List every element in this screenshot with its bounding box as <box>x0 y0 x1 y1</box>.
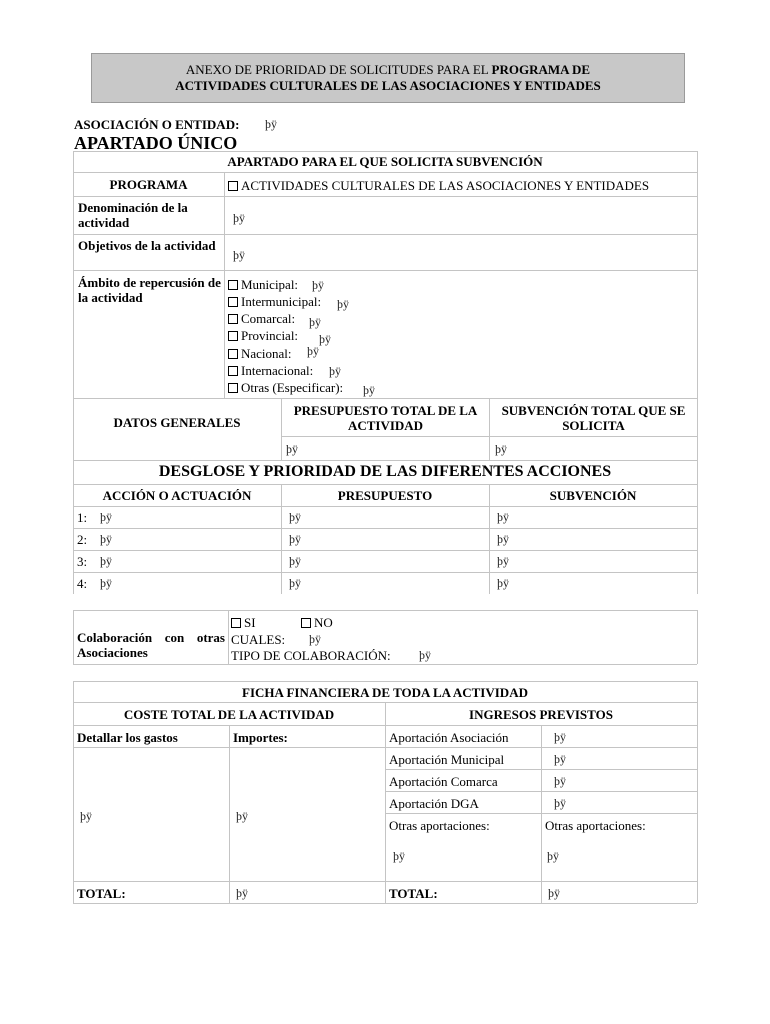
tipo-colaboracion-field[interactable]: þÿ <box>419 648 431 662</box>
desglose-row-num: 4: <box>77 576 88 591</box>
programa-checkbox[interactable] <box>228 181 238 191</box>
document-header <box>91 53 685 103</box>
ambito-option-otras[interactable]: Otras (Especificar): <box>228 380 343 395</box>
importes-label: Importes: <box>233 730 288 745</box>
aportacion-label: Aportación Municipal <box>389 752 505 767</box>
ambito-option-comarcal[interactable]: Comarcal: <box>228 311 295 326</box>
accion-field[interactable]: þÿ <box>100 554 112 568</box>
presupuesto-total-field[interactable]: þÿ <box>286 442 298 456</box>
accion-field[interactable]: þÿ <box>100 510 112 524</box>
importes-field[interactable]: þÿ <box>236 809 248 823</box>
tipo-colaboracion-label: TIPO DE COLABORACIÓN: <box>231 648 391 663</box>
aportacion-label: Aportación Comarca <box>389 774 498 789</box>
otras-aportaciones-label: Otras aportaciones: <box>389 818 490 833</box>
presupuesto-field[interactable]: þÿ <box>289 554 301 568</box>
presupuesto-field[interactable]: þÿ <box>289 532 301 546</box>
nacional-checkbox[interactable] <box>228 349 238 359</box>
aportacion-label: Aportación DGA <box>389 796 479 811</box>
gastos-field[interactable]: þÿ <box>80 809 92 823</box>
ambito-option-nacional[interactable]: Nacional: <box>228 346 292 361</box>
ambito-option-provincial[interactable]: Provincial: <box>228 328 298 343</box>
entity-label: ASOCIACIÓN O ENTIDAD: <box>74 117 240 132</box>
ingresos-previstos-header: INGRESOS PREVISTOS <box>469 707 613 722</box>
desglose-title: DESGLOSE Y PRIORIDAD DE LAS DIFERENTES ACCIONES <box>158 463 612 480</box>
accion-field[interactable]: þÿ <box>100 576 112 590</box>
coste-total-label: TOTAL: <box>77 886 126 901</box>
subvencion-field[interactable]: þÿ <box>497 532 509 546</box>
header-line-2: ACTIVIDADES CULTURALES DE LAS ASOCIACIONES Y ENTIDADES <box>175 78 601 93</box>
municipal-checkbox[interactable] <box>228 280 238 290</box>
colaboracion-label: Colaboración con otras Asociaciones <box>77 630 225 660</box>
desglose-header-accion: ACCIÓN O ACTUACIÓN <box>102 488 252 503</box>
ambito-option-intermunicipal[interactable]: Intermunicipal: <box>228 294 321 309</box>
intermunicipal-checkbox[interactable] <box>228 297 238 307</box>
municipal-field[interactable]: þÿ <box>312 278 324 292</box>
ficha-title: FICHA FINANCIERA DE TODA LA ACTIVIDAD <box>242 685 528 700</box>
aportacion-field[interactable]: þÿ <box>554 730 566 744</box>
ingresos-total-field[interactable]: þÿ <box>548 886 560 900</box>
section-title: APARTADO PARA EL QUE SOLICITA SUBVENCIÓN <box>227 154 543 169</box>
aportacion-field[interactable]: þÿ <box>554 752 566 766</box>
colaboracion-no[interactable]: NO <box>301 615 333 630</box>
ingresos-total-label: TOTAL: <box>389 886 438 901</box>
otras-aportaciones-field[interactable]: þÿ <box>547 849 559 863</box>
ambito-option-municipal[interactable]: Municipal: <box>228 277 298 292</box>
nacional-field[interactable]: þÿ <box>307 344 319 358</box>
coste-total-field[interactable]: þÿ <box>236 886 248 900</box>
coste-total-header: COSTE TOTAL DE LA ACTIVIDAD <box>123 707 335 722</box>
objetivos-field[interactable]: þÿ <box>233 248 245 262</box>
accion-field[interactable]: þÿ <box>100 532 112 546</box>
datos-generales-label: DATOS GENERALES <box>113 415 241 430</box>
programa-option[interactable]: ACTIVIDADES CULTURALES DE LAS ASOCIACIONES Y ENTIDADES <box>228 178 649 193</box>
si-checkbox[interactable] <box>231 618 241 628</box>
ambito-option-internacional[interactable]: Internacional: <box>228 363 313 378</box>
header-line-1: ANEXO DE PRIORIDAD DE SOLICITUDES PARA EL PROGRAMA DE <box>185 62 591 77</box>
provincial-checkbox[interactable] <box>228 331 238 341</box>
internacional-field[interactable]: þÿ <box>329 364 341 378</box>
ambito-label: Ámbito de repercusión de la actividad <box>78 275 221 305</box>
desglose-header-presupuesto: PRESUPUESTO <box>337 488 433 503</box>
desglose-row-num: 3: <box>77 554 88 569</box>
denominacion-label: Denominación de la actividad <box>78 200 188 230</box>
subvencion-field[interactable]: þÿ <box>497 576 509 590</box>
apartado-title: APARTADO ÚNICO <box>74 133 238 153</box>
desglose-header-subvencion: SUBVENCIÓN <box>549 488 637 503</box>
desglose-row-num: 2: <box>77 532 88 547</box>
desglose-row-num: 1: <box>77 510 88 525</box>
programa-label: PROGRAMA <box>109 177 188 192</box>
cuales-label: CUALES: <box>231 632 286 647</box>
subvencion-field[interactable]: þÿ <box>497 554 509 568</box>
subvencion-total-field[interactable]: þÿ <box>495 442 507 456</box>
subvencion-total-header: SUBVENCIÓN TOTAL QUE SE SOLICITA <box>501 403 686 433</box>
intermunicipal-field[interactable]: þÿ <box>337 297 349 311</box>
subvencion-field[interactable]: þÿ <box>497 510 509 524</box>
presupuesto-field[interactable]: þÿ <box>289 510 301 524</box>
no-checkbox[interactable] <box>301 618 311 628</box>
otras-field[interactable]: þÿ <box>363 383 375 397</box>
comarcal-field[interactable]: þÿ <box>309 315 321 329</box>
detallar-gastos-label: Detallar los gastos <box>77 730 178 745</box>
otras-aportaciones-label: Otras aportaciones: <box>545 818 646 833</box>
aportacion-label: Aportación Asociación <box>389 730 509 745</box>
cuales-field[interactable]: þÿ <box>309 632 321 646</box>
aportacion-field[interactable]: þÿ <box>554 774 566 788</box>
otras-aportaciones-field[interactable]: þÿ <box>393 849 405 863</box>
aportacion-field[interactable]: þÿ <box>554 796 566 810</box>
denominacion-field[interactable]: þÿ <box>233 211 245 225</box>
comarcal-checkbox[interactable] <box>228 314 238 324</box>
entity-field[interactable]: þÿ <box>265 117 277 131</box>
objetivos-label: Objetivos de la actividad <box>78 238 216 253</box>
internacional-checkbox[interactable] <box>228 366 238 376</box>
colaboracion-si[interactable]: SI <box>231 615 256 630</box>
presupuesto-total-header: PRESUPUESTO TOTAL DE LA ACTIVIDAD <box>293 403 478 433</box>
presupuesto-field[interactable]: þÿ <box>289 576 301 590</box>
otras-checkbox[interactable] <box>228 383 238 393</box>
provincial-field[interactable]: þÿ <box>319 332 331 346</box>
